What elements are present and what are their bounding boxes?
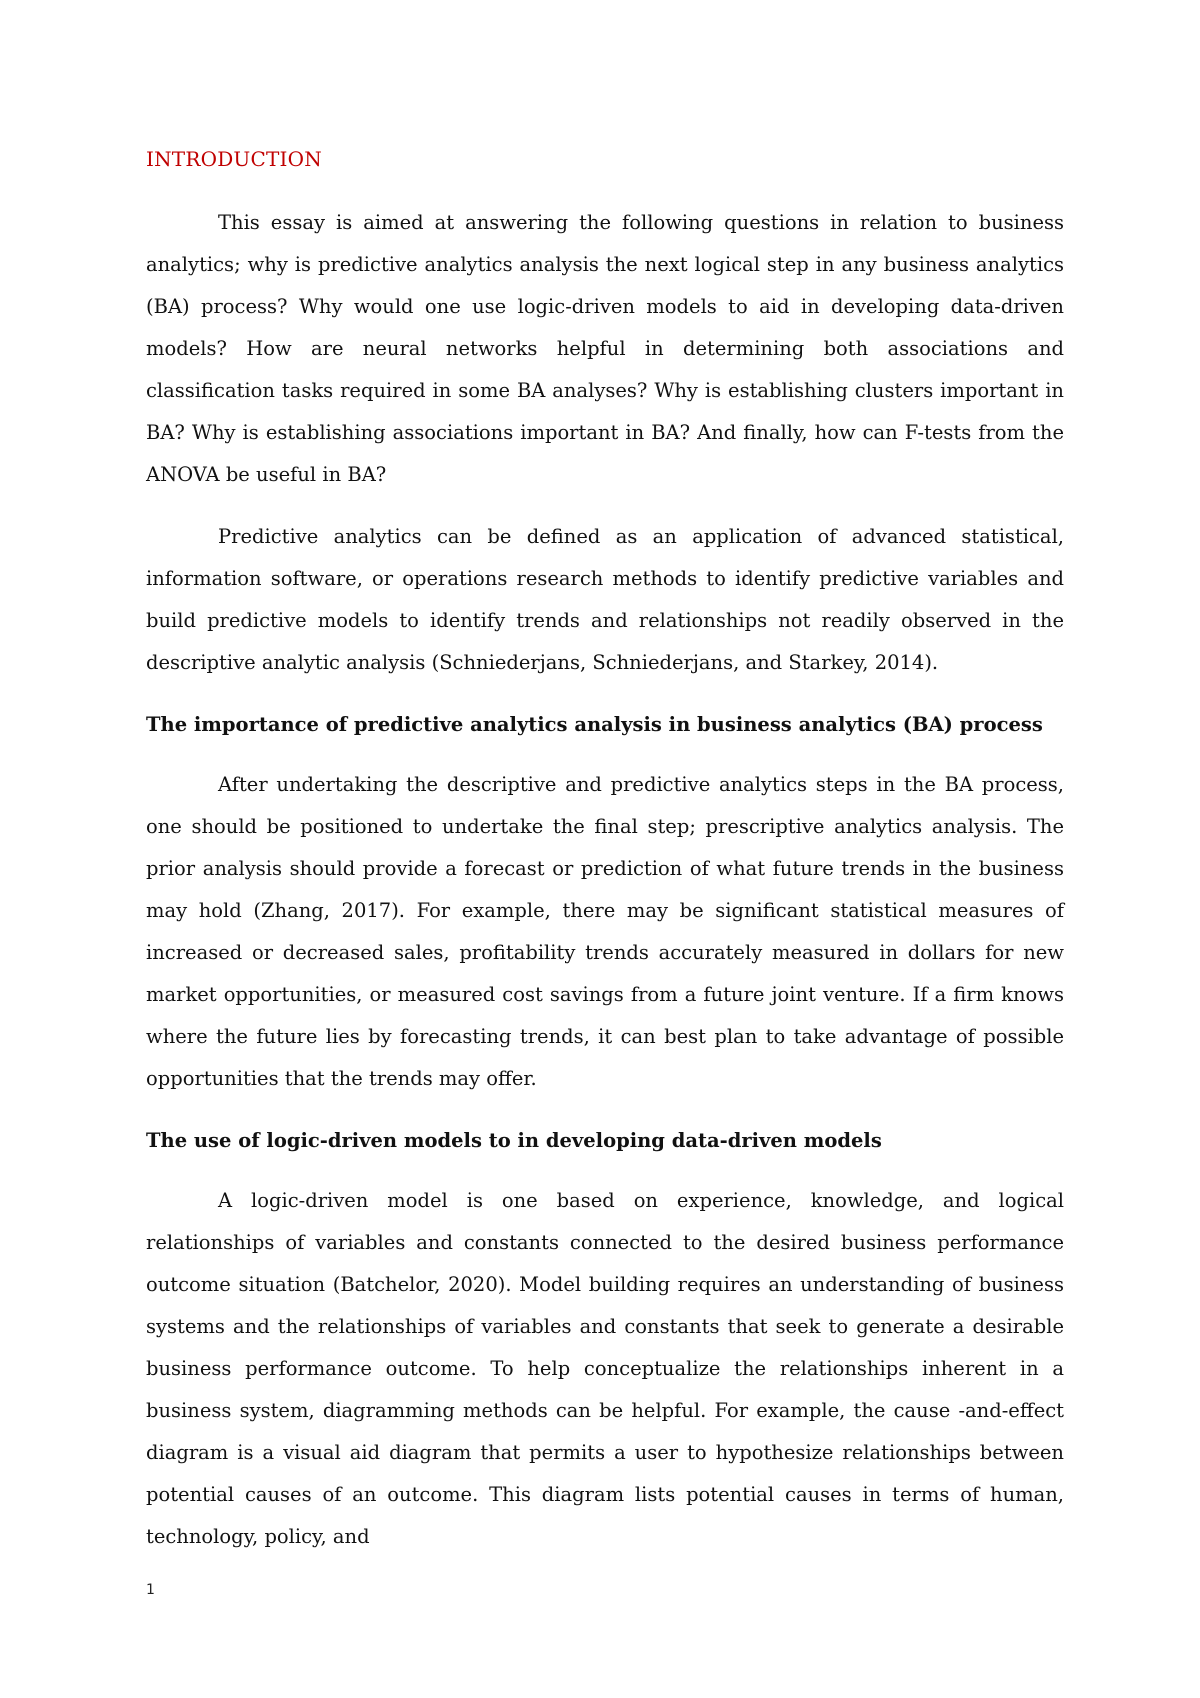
introduction-heading: INTRODUCTION <box>146 147 322 171</box>
page-number: 1 <box>146 1582 155 1598</box>
section-paragraph-predictive-analytics: After undertaking the descriptive and predictive analytics steps in the BA process, one should be positioned to undertake the final step; prescriptive analytics analysis. The prior analysis should provide a forecast or prediction of what future trends in the business may hold (Zhang, 2017). For example, there may be significant statistical measures of increased or decreased sales, profitability trends accurately measured in dollars for new market opportunities, or measured cost savings from a future joint venture. If a firm knows where the future lies by forecasting trends, it can best plan to take advantage of possible opportunities that the trends may offer. <box>146 773 1064 1090</box>
section-heading-predictive-analytics: The importance of predictive analytics analysis in business analytics (BA) process <box>146 713 1043 736</box>
intro-paragraph-2: Predictive analytics can be defined as an application of advanced statistical, information software, or operations research methods to identify predictive variables and build predictive models to identify trends and relationships not readily observed in the descriptive analytic analysis (Schniederjans, Schniederjans, and Starkey, 2014). <box>146 525 1064 674</box>
document-body <box>146 138 1064 1578</box>
section-heading-logic-driven-models: The use of logic-driven models to in developing data-driven models <box>146 1129 882 1152</box>
section-paragraph-logic-driven-models: A logic-driven model is one based on experience, knowledge, and logical relationships of variables and constants connected to the desired business performance outcome situation (Batchelor, 2020). Model building requires an understanding of business systems and the relationships of variables and constants that seek to generate a desirable business performance outcome. To help conceptualize the relationships inherent in a business system, diagramming methods can be helpful. For example, the cause -and-effect diagram is a visual aid diagram that permits a user to hypothesize relationships between potential causes of an outcome. This diagram lists potential causes in terms of human, technology, policy, and <box>146 1189 1064 1548</box>
intro-paragraph-1: This essay is aimed at answering the following questions in relation to business analytics; why is predictive analytics analysis the next logical step in any business analytics (BA) process? Why would one use logic-driven models to aid in developing data-driven models? How are neural networks helpful in determining both associations and classification tasks required in some BA analyses? Why is establishing clusters important in BA? Why is establishing associations important in BA? And finally, how can F-tests from the ANOVA be useful in BA? <box>146 211 1064 486</box>
